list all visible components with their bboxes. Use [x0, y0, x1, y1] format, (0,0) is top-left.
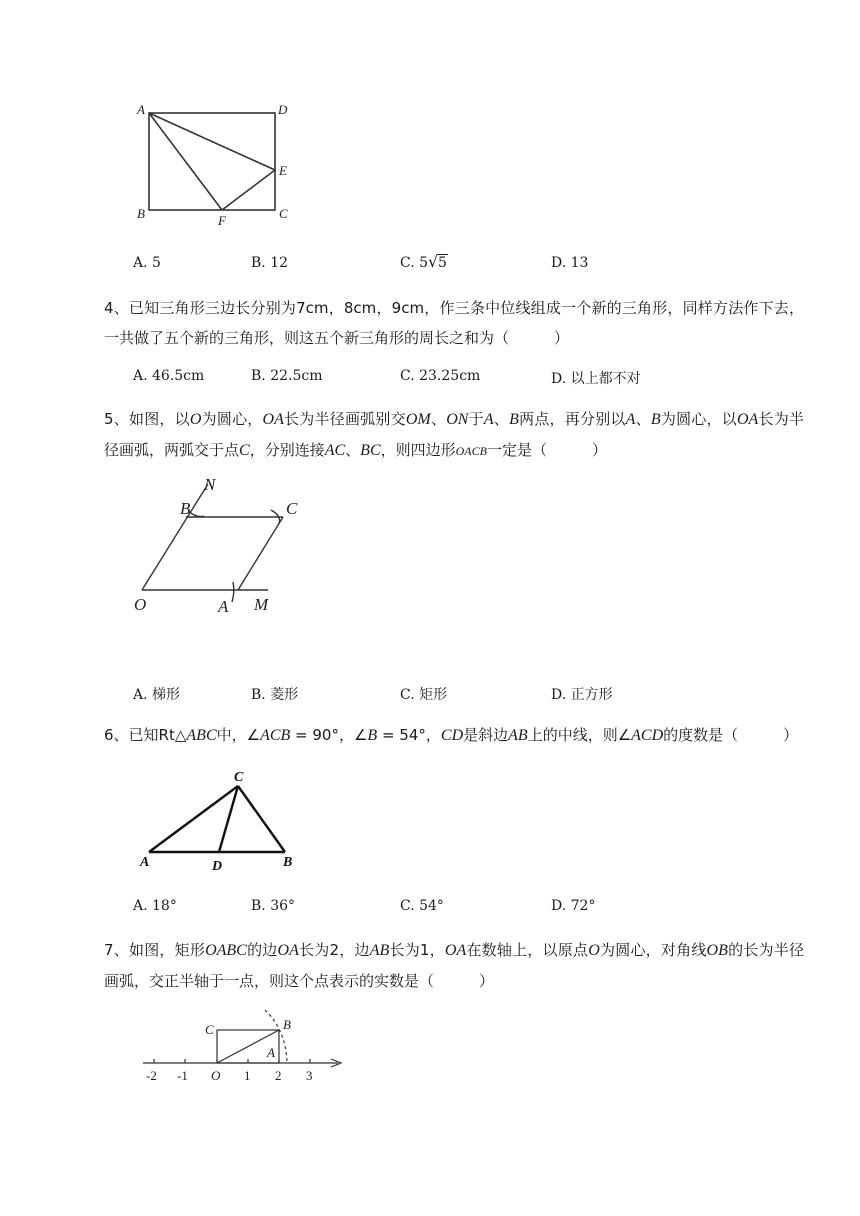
- point-label-c: C: [279, 206, 288, 221]
- point-label-a: A: [218, 597, 229, 616]
- point-label-a: A: [137, 102, 145, 117]
- point-label-c: C: [234, 770, 244, 785]
- q3-option-c[interactable]: [400, 252, 448, 271]
- figure-number-line: [138, 1010, 358, 1085]
- figure-right-triangle: [135, 766, 305, 876]
- q4-option-b[interactable]: B. 22.5cm: [251, 368, 323, 384]
- point-label-c: C: [286, 499, 298, 518]
- point-label-d: D: [212, 859, 223, 874]
- tick-label: -1: [177, 1068, 188, 1083]
- q6-option-d[interactable]: D. 72°: [551, 898, 596, 914]
- q4-option-c[interactable]: C. 23.25cm: [400, 368, 481, 384]
- question-4-text: 4、已知三角形三边长分别为7cm，8cm，9cm，作三条中位线组成一个新的三角形，同样方法作下去，一共做了五个新的三角形，则这五个新三角形的周长之和为（ ）: [104, 299, 804, 347]
- point-label-e: E: [279, 163, 287, 178]
- q4-option-a[interactable]: A. 46.5cm: [133, 368, 205, 384]
- question-5-text: 5、如图，以O为圆心，OA长为半径画弧别交OM、ON于A、B两点，再分别以A、B为圆心，以OA长为半径画弧，两弧交于点C，分别连接AC、BC，则四边形OACB一定是（ ）: [104, 410, 804, 459]
- point-label-a: A: [140, 855, 150, 870]
- point-label-b: B: [283, 855, 293, 870]
- point-label-n: N: [204, 475, 216, 494]
- q5-option-c[interactable]: C. 矩形: [400, 687, 448, 703]
- question-7-text: 7、如图，矩形OABC的边OA长为2，边AB长为1，OA在数轴上，以原点O为圆心，对角线OB的长为半径画弧，交正半轴于一点，则这个点表示的实数是（ ）: [104, 941, 804, 990]
- point-label-b: B: [283, 1017, 291, 1032]
- point-label-b: B: [180, 499, 191, 518]
- q5-option-d[interactable]: D. 正方形: [551, 687, 613, 703]
- sqrt-symbol: √ 5: [428, 252, 447, 271]
- tick-label: -2: [146, 1068, 157, 1083]
- figure-rectangle-abcd: [130, 98, 300, 230]
- point-label-m: M: [254, 595, 269, 614]
- q3-option-d[interactable]: D. 13: [551, 255, 589, 271]
- q5-option-a[interactable]: A. 梯形: [133, 687, 181, 703]
- q5-option-b[interactable]: B. 菱形: [251, 687, 299, 703]
- figure-rhombus-construction: [130, 472, 310, 622]
- question-6-text: 6、已知Rt△ABC中，∠ACB = 90°，∠B = 54°，CD是斜边AB上的中线，则∠ACD的度数是（ ）: [104, 726, 799, 744]
- point-label-b: B: [137, 206, 145, 221]
- point-label-c: C: [205, 1022, 214, 1037]
- point-label-d: D: [278, 102, 288, 117]
- q3-option-c-prefix: C. 5: [400, 255, 429, 271]
- tick-label: 3: [306, 1068, 313, 1083]
- q6-option-c[interactable]: C. 54°: [400, 898, 444, 914]
- point-label-a: A: [267, 1045, 275, 1060]
- q6-option-b[interactable]: B. 36°: [251, 898, 296, 914]
- q3-option-a[interactable]: A. 5: [133, 255, 161, 271]
- point-label-o: O: [211, 1068, 221, 1083]
- q3-option-c-radicand: 5: [438, 255, 447, 271]
- q3-option-b[interactable]: B. 12: [251, 255, 289, 271]
- point-label-o: O: [134, 595, 147, 614]
- tick-label: 2: [275, 1068, 282, 1083]
- q6-option-a[interactable]: A. 18°: [133, 898, 177, 914]
- q4-option-d[interactable]: D. 以上都不对: [551, 371, 641, 387]
- point-label-f: F: [218, 213, 226, 228]
- tick-label: 1: [244, 1068, 251, 1083]
